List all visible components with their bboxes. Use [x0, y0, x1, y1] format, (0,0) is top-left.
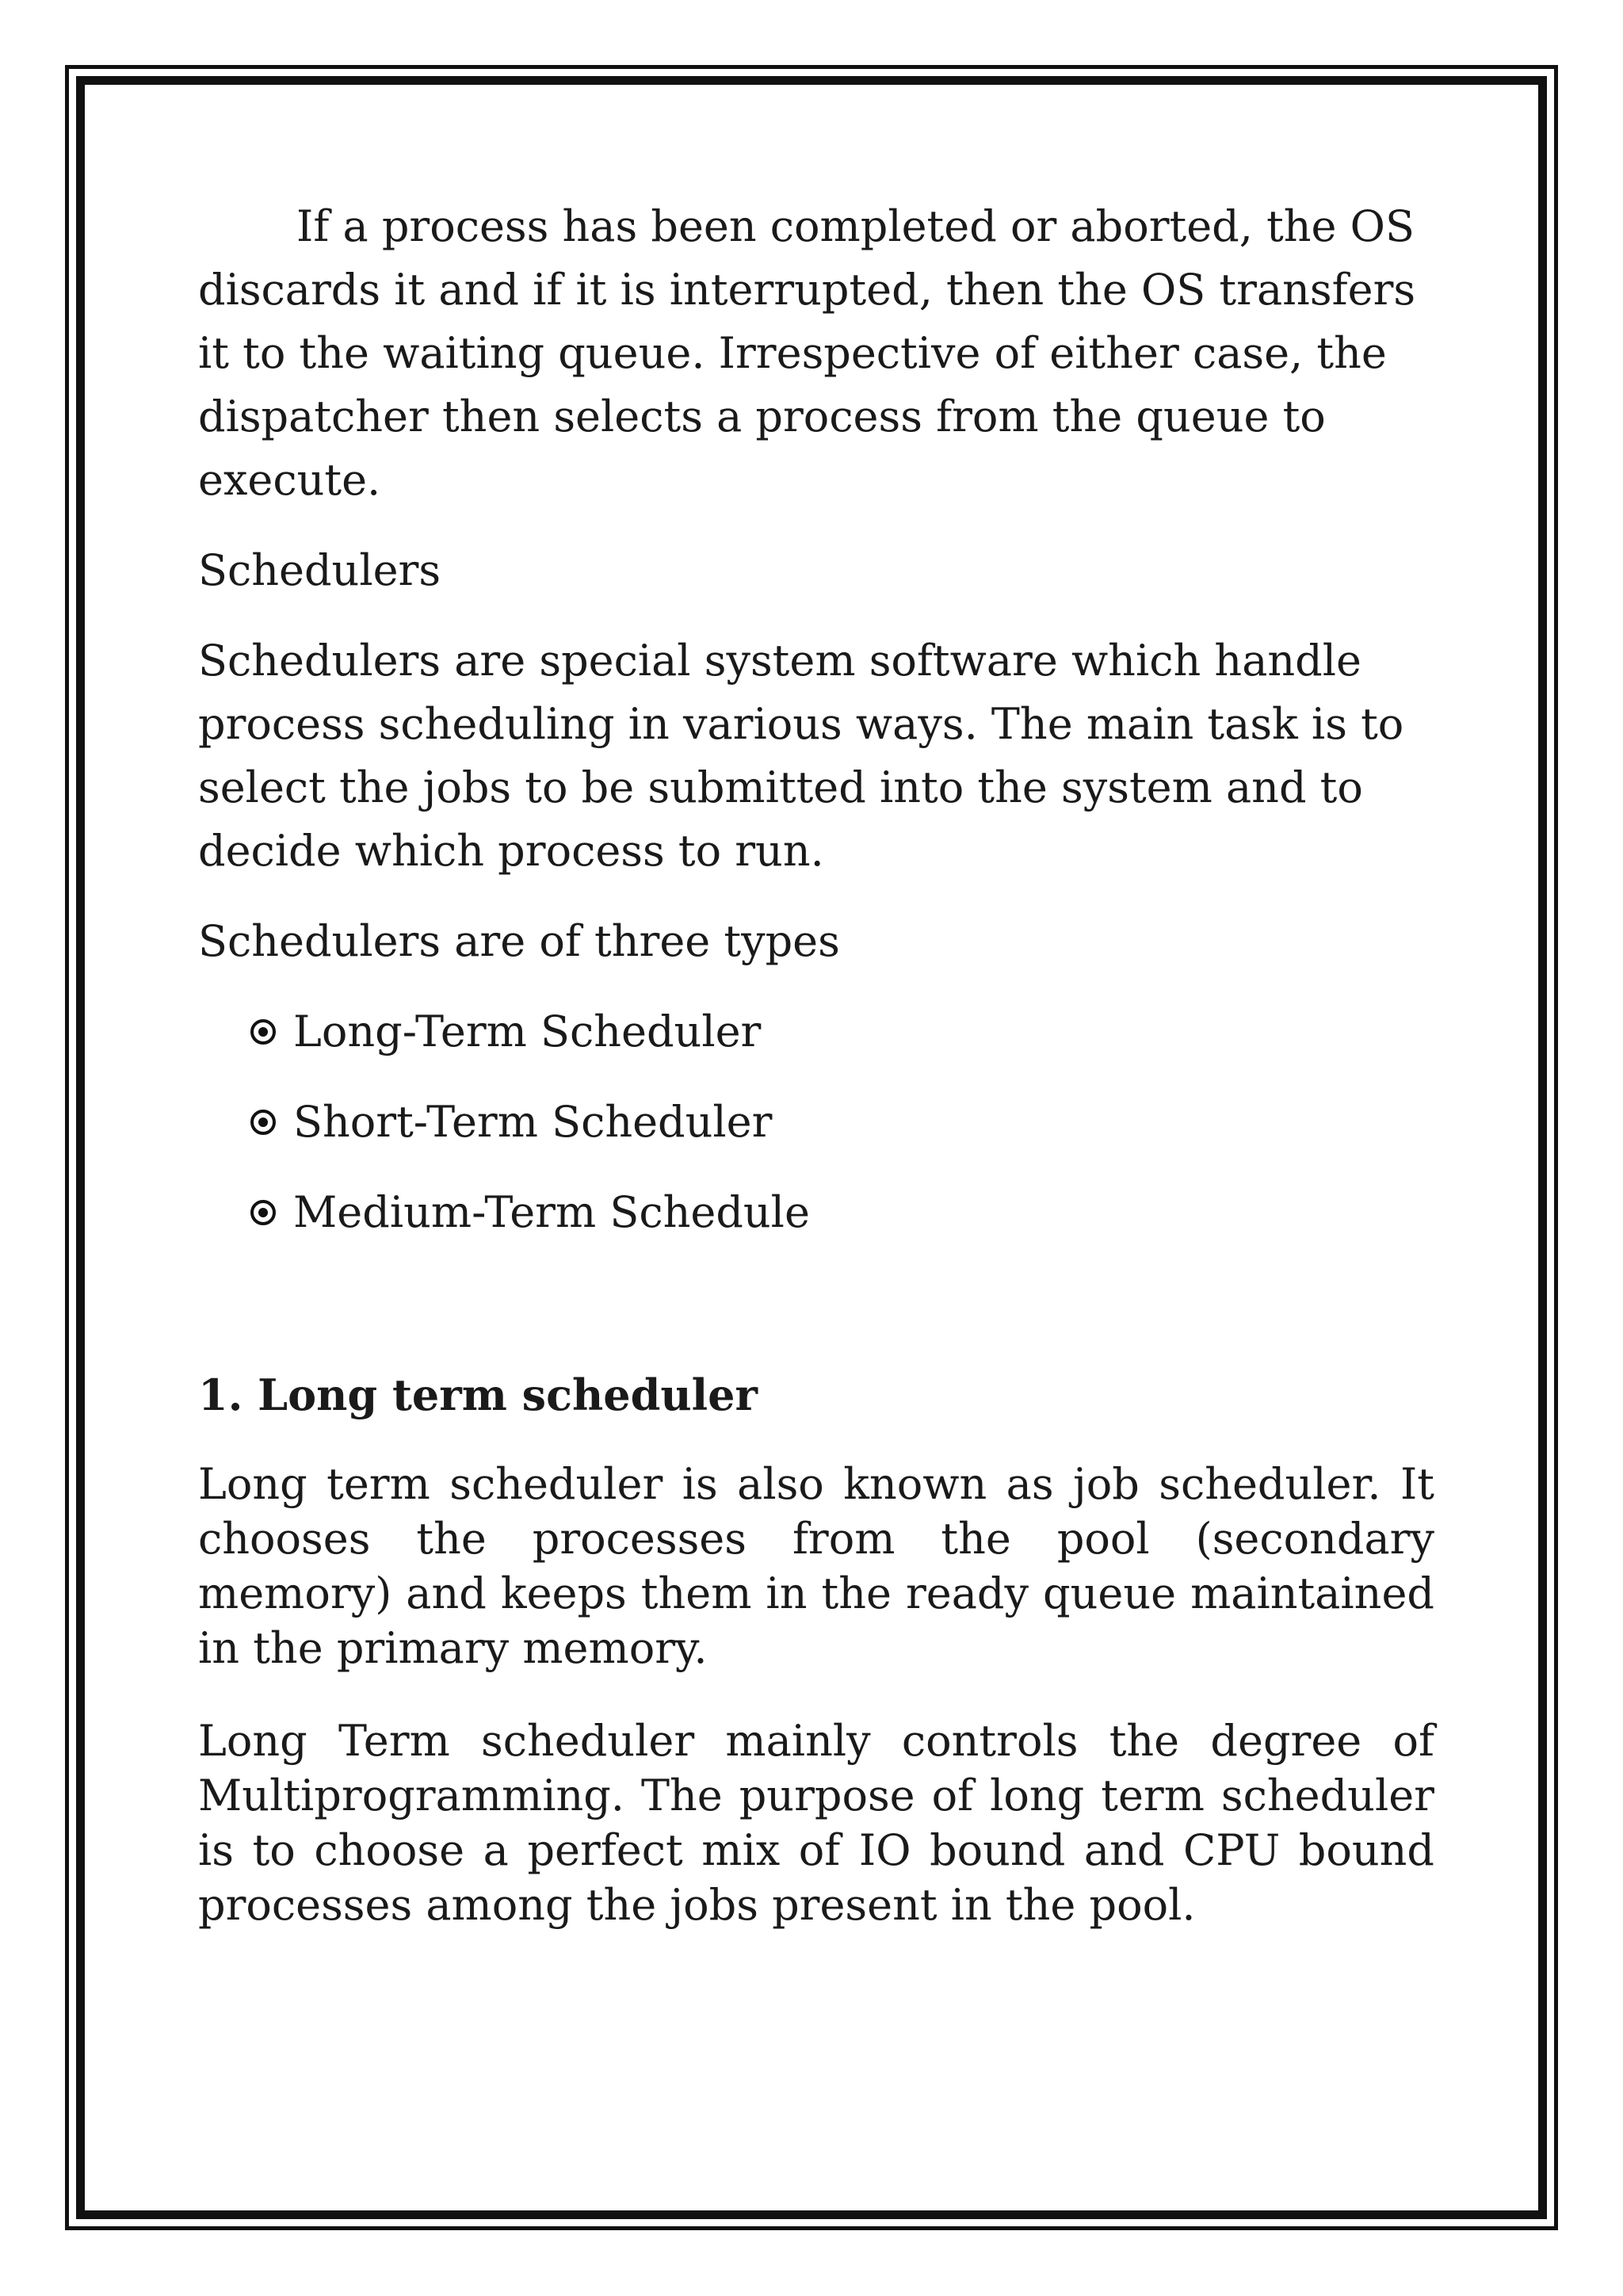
radio-bullet-icon [250, 1019, 276, 1045]
long-term-paragraph-1: Long term scheduler is also known as job scheduler. It chooses the processes from the pool (secondary memory) and keeps them in the ready queue maintained in the primary memory. [198, 1459, 1434, 1673]
radio-bullet-icon [250, 1200, 276, 1225]
schedulers-heading: Schedulers [198, 545, 441, 595]
long-term-paragraph-2: Long Term scheduler mainly controls the degree of Multiprogramming. The purpose of long term scheduler is to choose a perfect mix of IO bound and CPU bound processes among the jobs present in the pool. [198, 1716, 1434, 1930]
radio-bullet-icon [250, 1110, 276, 1135]
list-item [250, 1091, 1434, 1154]
page-content [198, 195, 1434, 1932]
list-item [250, 1181, 1434, 1244]
long-term-heading: 1. Long term scheduler [198, 1370, 758, 1420]
list-item-label: Short-Term Scheduler [293, 1097, 773, 1147]
schedulers-description: Schedulers are special system software which handle process scheduling in various ways. The main task is to select the jobs to be submitted into the system and to decide which process to run. [198, 636, 1404, 876]
scheduler-types-list [198, 1000, 1434, 1244]
intro-paragraph: If a process has been completed or aborted, the OS discards it and if it is interrupted, then the OS transfers it to the waiting queue. Irrespective of either case, the dispatcher then selects a process from the queue to execute. [198, 201, 1416, 505]
types-intro: Schedulers are of three types [198, 916, 840, 966]
list-item-label: Medium-Term Schedule [293, 1187, 810, 1237]
list-item-label: Long-Term Scheduler [293, 1007, 762, 1056]
list-item [250, 1000, 1434, 1064]
